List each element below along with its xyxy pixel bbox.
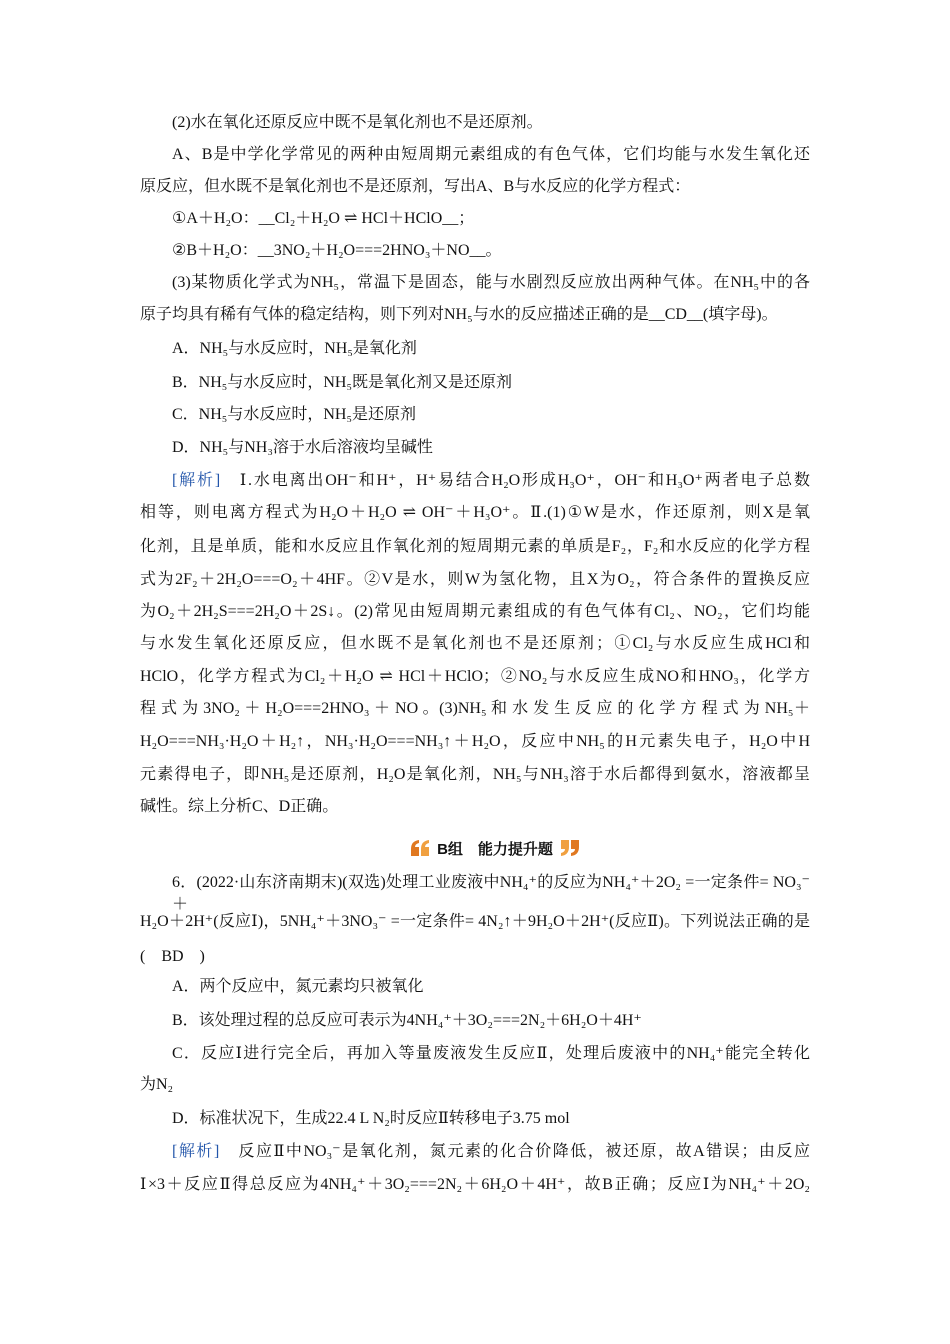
text-line	[140, 536, 810, 558]
text-line	[172, 404, 810, 426]
section-title-text: B组 能力提升题	[437, 840, 553, 858]
text-line-content: A、B是中学化学常见的两种由短周期元素组成的有色气体，它们均能与水发生氧化还	[172, 146, 810, 163]
text-line-content: 原反应，但水既不是氧化剂也不是还原剂，写出A、B与水反应的化学方程式：	[140, 178, 691, 195]
text-line-content: Ⅰ×3＋反应Ⅱ得总反应为4NH₄⁺＋3O₂===2N₂＋6H₂O＋4H⁺，故B正确；反应Ⅰ为NH₄⁺＋2O₂	[140, 1176, 810, 1193]
analysis-tag: [解析]	[172, 472, 221, 489]
text-line-content: 式为2F₂＋2H₂O===O₂＋4HF。②V是水，则W为氢化物，且X为O₂，符合条件的置换反应	[140, 571, 810, 588]
open-quote-icon	[409, 838, 431, 858]
text-line-content: D．NH₅与NH₃溶于水后溶液均呈碱性	[172, 439, 433, 456]
text-line-content: C．NH₅与水反应时，NH₅是还原剂	[172, 406, 417, 423]
text-line-content: 与水发生氧化还原反应，但水既不是氧化剂也不是还原剂；①Cl₂与水反应生成HCl和	[140, 635, 810, 652]
text-line	[140, 731, 810, 753]
text-line-content: H₂O＋2H⁺(反应Ⅰ)，5NH₄⁺＋3NO₃⁻ =一定条件= 4N₂↑＋9H₂O＋2H⁺(反应Ⅱ)。下列说法正确的是	[140, 913, 810, 930]
text-line-content: ( BD )	[140, 948, 205, 965]
text-line-content: 程 式 为 3NO₂ ＋ H₂O===2HNO₃ ＋ NO 。(3)NH₅ 和 水 发 生 反 应 的 化 学 方 程 式 为 NH₅＋	[140, 700, 810, 717]
text-line-content: B．该处理过程的总反应可表示为4NH₄⁺＋3O₂===2N₂＋6H₂O＋4H⁺	[172, 1012, 642, 1029]
text-line	[172, 872, 810, 913]
text-line	[140, 666, 810, 688]
text-line	[172, 437, 810, 459]
text-line-content: A．两个反应中，氮元素均只被氧化	[172, 978, 424, 995]
section-title	[400, 835, 590, 861]
text-line	[172, 144, 810, 166]
text-line	[140, 946, 810, 968]
text-line	[172, 1043, 810, 1065]
text-line-content: H₂O===NH₃·H₂O＋H₂↑，NH₃·H₂O===NH₃↑＋H₂O，反应中NH₅的H元素失电子，H₂O中H	[140, 733, 810, 750]
text-line-content: B．NH₅与水反应时，NH₅既是氧化剂又是还原剂	[172, 374, 513, 391]
text-line	[172, 1108, 810, 1130]
text-line-content: 为N₂	[140, 1076, 174, 1093]
text-line-content: Ⅰ.水电离出OH⁻和H⁺，H⁺易结合H₂O形成H₃O⁺，OH⁻和H₃O⁺两者电子总数	[220, 472, 810, 489]
text-line	[172, 470, 810, 492]
text-line-content: HClO，化学方程式为Cl₂＋H₂O ⇌ HCl＋HClO；②NO₂与水反应生成NO和HNO₃，化学方	[140, 668, 810, 685]
text-line-content: D．标准状况下，生成22.4 L N₂时反应Ⅱ转移电子3.75 mol	[172, 1110, 570, 1127]
text-line-content: ①A＋H₂O：__Cl₂＋H₂O ⇌ HCl＋HClO__；	[172, 210, 475, 227]
text-line	[140, 1174, 810, 1196]
text-line-content: (3)某物质化学式为NH₅，常温下是固态，能与水剧烈反应放出两种气体。在NH₅中的各	[172, 274, 810, 291]
text-line	[140, 502, 810, 524]
text-line	[140, 911, 810, 933]
text-line	[140, 796, 810, 818]
text-line-content: 原子均具有稀有气体的稳定结构，则下列对NH₅与水的反应描述正确的是__CD__(填字母)。	[140, 306, 778, 323]
text-line	[140, 304, 810, 326]
text-line	[172, 208, 810, 230]
text-line	[172, 112, 810, 134]
text-line-content: (2)水在氧化还原反应中既不是氧化剂也不是还原剂。	[172, 114, 543, 131]
text-line	[172, 1010, 810, 1032]
text-line	[172, 272, 810, 294]
text-line-content: C．反应Ⅰ进行完全后，再加入等量废液发生反应Ⅱ，处理后废液中的NH₄⁺能完全转化	[172, 1045, 810, 1062]
text-line	[172, 372, 810, 394]
text-line	[140, 698, 810, 720]
text-line	[172, 1141, 810, 1163]
text-line-content: A．NH₅与水反应时，NH₅是氧化剂	[172, 340, 417, 357]
text-line-content: 6．(2022·山东济南期末)(双选)处理工业废液中NH₄⁺的反应为NH₄⁺＋2O₂ =一定条件= NO₃⁻＋	[172, 874, 810, 913]
text-line-content: 元素得电子，即NH₅是还原剂，H₂O是氧化剂，NH₅与NH₃溶于水后都得到氨水，溶液都呈	[140, 766, 810, 783]
text-line	[140, 569, 810, 591]
text-line	[140, 176, 810, 198]
text-line	[140, 601, 810, 623]
analysis-tag: [解析]	[172, 1143, 220, 1160]
text-line	[172, 976, 810, 998]
text-line	[140, 633, 810, 655]
text-line	[172, 338, 810, 360]
text-line	[140, 1074, 810, 1096]
text-line-content: ②B＋H₂O：__3NO₂＋H₂O===2HNO₃＋NO__。	[172, 242, 502, 259]
text-line	[172, 240, 810, 262]
text-line-content: 相等，则电离方程式为H₂O＋H₂O ⇌ OH⁻＋H₃O⁺。Ⅱ.(1)①W是水，作还原剂，则X是氧	[140, 504, 810, 521]
text-line-content: 化剂，且是单质，能和水反应且作氧化剂的短周期元素的单质是F₂，F₂和水反应的化学方程	[140, 538, 810, 555]
text-line-content: 反应Ⅱ中NO₃⁻是氧化剂，氮元素的化合价降低，被还原，故A错误；由反应	[219, 1143, 810, 1160]
text-line-content: 碱性。综上分析C、D正确。	[140, 798, 339, 815]
text-line	[140, 764, 810, 786]
close-quote-icon	[559, 838, 581, 858]
text-line-content: 为O₂＋2H₂S===2H₂O＋2S↓。(2)常见由短周期元素组成的有色气体有Cl₂、NO₂，它们均能	[140, 603, 810, 620]
